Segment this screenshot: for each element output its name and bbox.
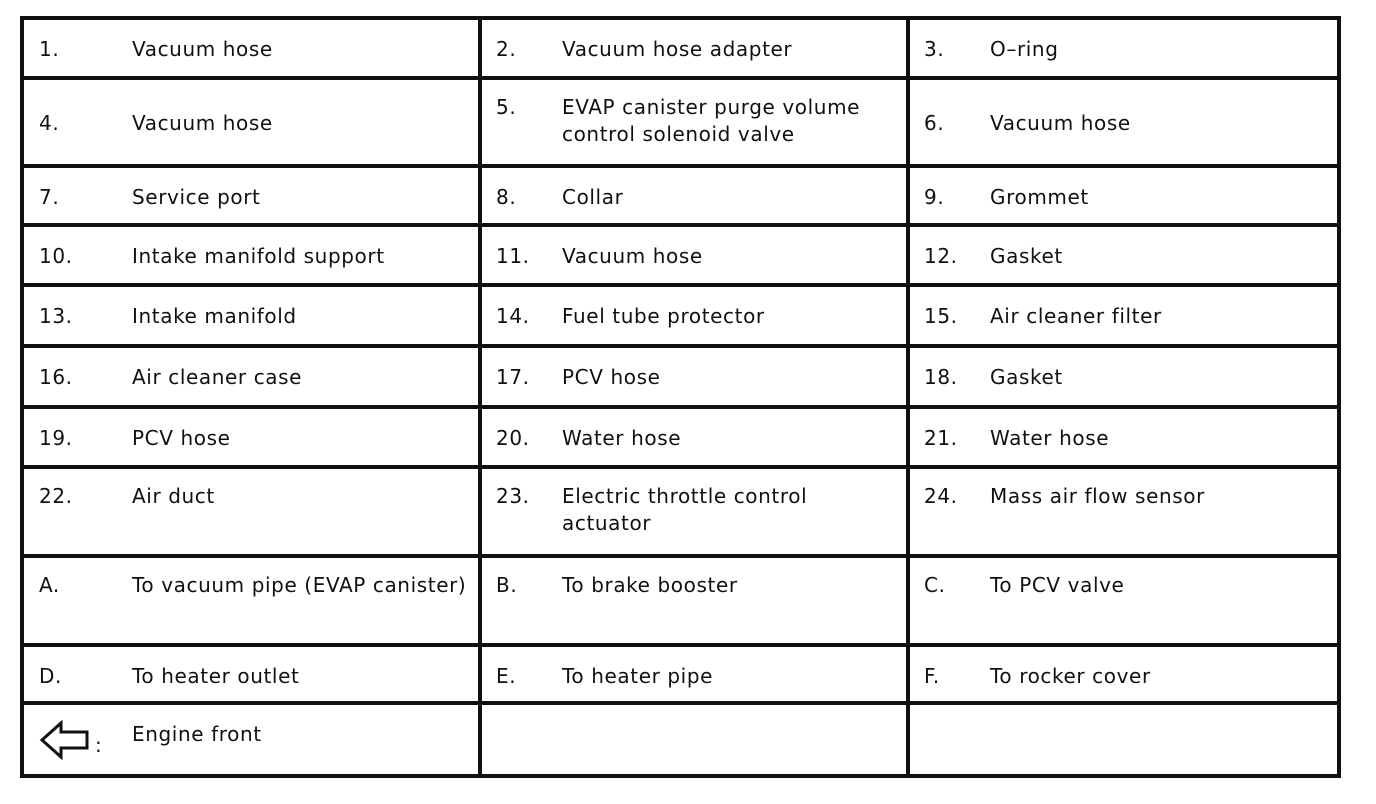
- legend-cell: [22, 346, 480, 407]
- legend-number: F.: [924, 663, 940, 688]
- legend-number: 13.: [39, 304, 73, 329]
- legend-entry: [482, 409, 906, 466]
- legend-row: [22, 166, 1339, 225]
- legend-entry: [482, 469, 906, 554]
- legend-entry: [24, 348, 478, 405]
- legend-cell: [22, 166, 480, 225]
- legend-entry: [482, 80, 906, 165]
- legend-cell: [22, 703, 480, 776]
- legend-entry: [910, 287, 1337, 344]
- legend-row-engine-front: [22, 703, 1339, 776]
- legend-cell: [908, 407, 1339, 468]
- legend-description: Vacuum hose: [562, 243, 703, 268]
- legend-entry: [24, 20, 478, 76]
- legend-entry: [482, 348, 906, 405]
- legend-entry: [24, 558, 478, 643]
- legend-number: 15.: [924, 304, 958, 329]
- legend-row: [22, 645, 1339, 704]
- legend-description: Vacuum hose: [132, 37, 273, 61]
- legend-description: O–ring: [990, 37, 1059, 61]
- legend-description: To heater pipe: [562, 663, 714, 688]
- legend-row: [22, 467, 1339, 556]
- legend-body: [22, 18, 1339, 776]
- legend-description: Collar: [562, 185, 624, 210]
- legend-row: [22, 225, 1339, 286]
- legend-cell: [22, 645, 480, 704]
- legend-cell: [480, 225, 908, 286]
- legend-cell: [908, 556, 1339, 645]
- legend-entry: [482, 20, 906, 76]
- legend-entry: [482, 647, 906, 702]
- legend-description: Gasket: [990, 364, 1063, 389]
- legend-entry: [24, 469, 478, 554]
- legend-entry: [24, 705, 478, 774]
- legend-number: 9.: [924, 185, 945, 210]
- legend-number: 24.: [924, 484, 958, 509]
- legend-description: Mass air flow sensor: [990, 484, 1205, 509]
- legend-entry: [482, 287, 906, 344]
- legend-cell: [480, 285, 908, 346]
- legend-number: 19.: [39, 425, 73, 450]
- legend-description: Air cleaner filter: [990, 304, 1162, 329]
- legend-description: Engine front: [132, 722, 262, 747]
- legend-entry: [910, 647, 1337, 702]
- legend-cell: [22, 556, 480, 645]
- legend-cell: [480, 407, 908, 468]
- legend-entry: [910, 20, 1337, 76]
- legend-description: Vacuum hose adapter: [562, 37, 793, 61]
- legend-description: Air duct: [132, 484, 215, 509]
- legend-number: 6.: [924, 110, 945, 135]
- legend-number: 1.: [39, 37, 60, 61]
- legend-number: C.: [924, 572, 946, 597]
- legend-number: 18.: [924, 364, 958, 389]
- legend-cell: [908, 346, 1339, 407]
- legend-number: E.: [496, 663, 517, 688]
- legend-number: 5.: [496, 94, 517, 119]
- legend-description: Vacuum hose: [132, 110, 273, 135]
- legend-number: B.: [496, 572, 518, 597]
- legend-cell: [480, 18, 908, 78]
- legend-entry: [482, 227, 906, 284]
- legend-description: Vacuum hose: [990, 110, 1131, 135]
- legend-description: Service port: [132, 185, 261, 210]
- legend-cell: [908, 18, 1339, 78]
- legend-cell: [908, 645, 1339, 704]
- legend-entry: [482, 168, 906, 223]
- legend-entry: [910, 348, 1337, 405]
- legend-number: 22.: [39, 484, 73, 509]
- legend-number: A.: [39, 572, 60, 597]
- legend-description: Electric throttle control actuator: [562, 484, 808, 536]
- legend-cell: [908, 467, 1339, 556]
- legend-entry: [910, 409, 1337, 466]
- legend-cell: [480, 645, 908, 704]
- legend-cell: [22, 78, 480, 167]
- legend-entry: [910, 558, 1337, 643]
- legend-description: To heater outlet: [132, 663, 300, 688]
- legend-description: Grommet: [990, 185, 1089, 210]
- legend-cell-empty: [480, 703, 908, 776]
- legend-description: Gasket: [990, 243, 1063, 268]
- legend-number: 2.: [496, 37, 517, 61]
- legend-entry: [24, 647, 478, 702]
- legend-number: D.: [39, 663, 62, 688]
- legend-cell: [480, 556, 908, 645]
- legend-cell: [908, 166, 1339, 225]
- legend-row: [22, 556, 1339, 645]
- legend-description: EVAP canister purge volume control solenoid valve: [562, 94, 861, 146]
- legend-number: 7.: [39, 185, 60, 210]
- legend-cell: [22, 225, 480, 286]
- legend-number: 11.: [496, 243, 530, 268]
- legend-entry: [910, 469, 1337, 554]
- legend-number: 17.: [496, 364, 530, 389]
- legend-cell: [22, 467, 480, 556]
- legend-description: PCV hose: [132, 425, 231, 450]
- legend-description: To vacuum pipe (EVAP canister): [132, 572, 467, 597]
- legend-number: 4.: [39, 110, 60, 135]
- legend-row: [22, 18, 1339, 78]
- legend-row: [22, 78, 1339, 167]
- legend-row: [22, 346, 1339, 407]
- legend-cell: [908, 285, 1339, 346]
- legend-cell: [908, 78, 1339, 167]
- legend-description: To brake booster: [562, 572, 738, 597]
- legend-cell: [480, 166, 908, 225]
- legend-entry: [24, 80, 478, 165]
- legend-cell: [480, 467, 908, 556]
- legend-cell: [22, 18, 480, 78]
- engine-front-symbol: [39, 721, 132, 760]
- legend-number: 10.: [39, 243, 73, 268]
- legend-number: 23.: [496, 484, 530, 509]
- legend-entry: [24, 409, 478, 466]
- legend-number: 21.: [924, 425, 958, 450]
- engine-front-colon: :: [95, 733, 102, 758]
- legend-description: To PCV valve: [990, 572, 1125, 597]
- legend-entry: [24, 287, 478, 344]
- legend-number: 8.: [496, 185, 517, 210]
- legend-entry: [24, 227, 478, 284]
- arrow-left-outline-icon: [39, 720, 91, 760]
- legend-entry: [910, 227, 1337, 284]
- legend-row: [22, 285, 1339, 346]
- legend-cell: [480, 346, 908, 407]
- legend-entry: [910, 80, 1337, 165]
- legend-description: Intake manifold: [132, 304, 297, 329]
- legend-description: Air cleaner case: [132, 364, 303, 389]
- legend-cell-empty: [908, 703, 1339, 776]
- legend-description: Fuel tube protector: [562, 304, 765, 329]
- legend-number: 14.: [496, 304, 530, 329]
- legend-cell: [22, 285, 480, 346]
- legend-description: PCV hose: [562, 364, 661, 389]
- legend-row: [22, 407, 1339, 468]
- legend-cell: [480, 78, 908, 167]
- legend-description: Water hose: [562, 425, 682, 450]
- legend-number: 12.: [924, 243, 958, 268]
- legend-cell: [22, 407, 480, 468]
- legend-entry: [24, 168, 478, 223]
- legend-entry: [910, 168, 1337, 223]
- legend-description: To rocker cover: [990, 663, 1151, 688]
- legend-number: 16.: [39, 364, 73, 389]
- legend-cell: [908, 225, 1339, 286]
- legend-number: 3.: [924, 37, 945, 61]
- legend-description: Intake manifold support: [132, 243, 385, 268]
- legend-number: 20.: [496, 425, 530, 450]
- legend-description: Water hose: [990, 425, 1110, 450]
- parts-legend-table: [20, 16, 1341, 778]
- legend-entry: [482, 558, 906, 643]
